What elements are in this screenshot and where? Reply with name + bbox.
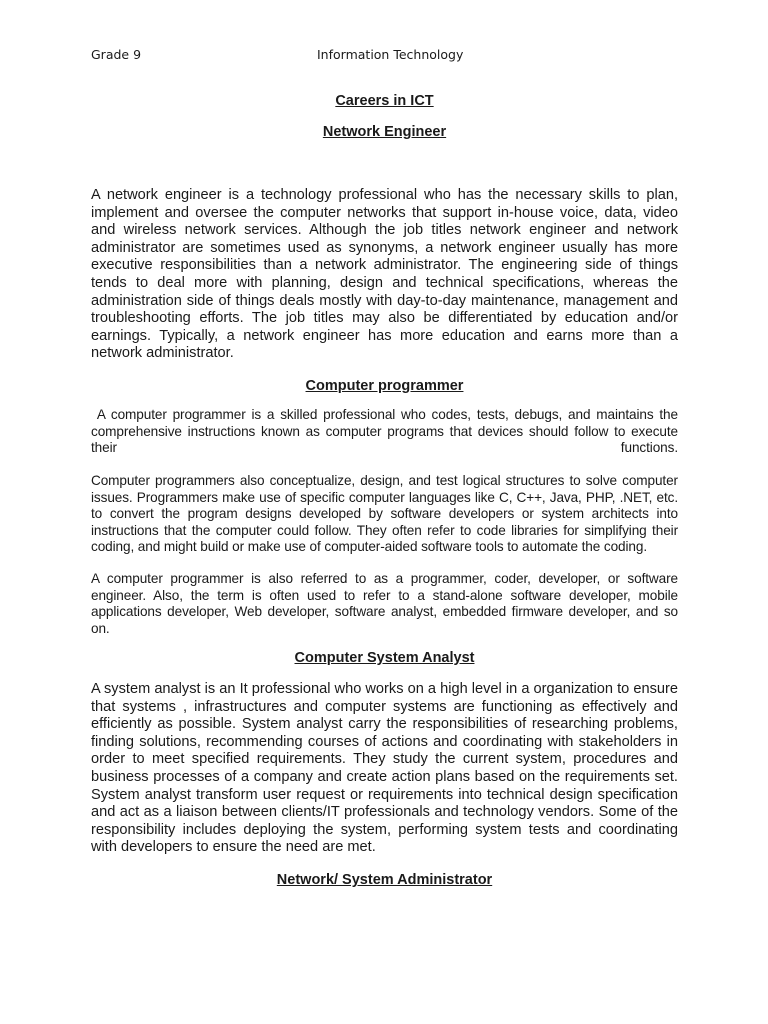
document-title: Careers in ICT (335, 93, 434, 109)
heading-system-administrator: Network/ System Administrator (276, 872, 493, 888)
heading-system-analyst: Computer System Analyst (294, 650, 475, 666)
heading-computer-programmer: Computer programmer (305, 378, 464, 394)
paragraph-programmer-duties: Computer programmers also conceptualize, design, and test logical structures to solve computer issues. Programmers make use of specific computer languages like C, C++, Java, PHP, .NET, etc. to convert the program designs developed by software developers or system architects into instructions that the computer could follow. They often refer to code libraries for simplifying their coding, and might build or make use of computer-aided software tools to automate the coding. (91, 473, 678, 555)
paragraph-programmer-aliases: A computer programmer is also referred to as a programmer, coder, developer, or software engineer. Also, the term is often used to refer to a stand-alone software developer, mobile applications developer, Web developer, software analyst, embedded firmware developer, and so on. (91, 571, 678, 636)
paragraph-system-analyst: A system analyst is an It professional who works on a high level in a organization to ensure that systems , infrastructures and computer systems are functioning as effectively and efficiently as possible. System analyst carry the responsibilities of researching problems, finding solutions, recommending courses of actions and coordinating with stakeholders in order to meet specified requirements. They study the current system, procedures and business processes of a company and create action plans based on the requirements set. System analyst transform user request or requirements into technical design specification and act as a liaison between clients/IT professionals and technology vendors. Some of the responsibility includes deploying the system, performing system tests and coordinating with developers to ensure the need are met. (91, 681, 678, 856)
paragraph-network-engineer: A network engineer is a technology professional who has the necessary skills to plan, implement and oversee the computer networks that support in-house voice, data, video and wireless network services. Although the job titles network engineer and network administrator are sometimes used as synonyms, a network engineer usually has more executive responsibilities than a network administrator. The engineering side of things tends to deal more with planning, design and technical specifications, whereas the administration side of things deals mostly with day-to-day maintenance, management and troubleshooting efforts. The job titles may also be differentiated by education and/or earnings. Typically, a network engineer has more education and earns more than a network administrator. (91, 187, 678, 362)
paragraph-programmer-definition: A computer programmer is a skilled professional who codes, tests, debugs, and maintains the comprehensive instructions known as computer programs that devices should follow to execute their functions. (91, 407, 682, 456)
heading-network-engineer: Network Engineer (322, 124, 447, 140)
header-subject: Information Technology (317, 47, 464, 62)
header-grade: Grade 9 (91, 47, 142, 62)
